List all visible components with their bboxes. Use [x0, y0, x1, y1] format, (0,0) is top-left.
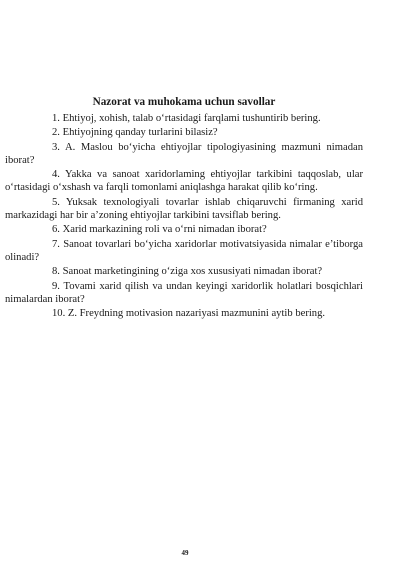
question-item: 10. Z. Freydning motivasion nazariyasi mazmunini aytib bering. — [52, 308, 326, 320]
question-item: 4. Yakka va sanoat xaridorlaming ehtiyojlar tarkibini taqqoslab, ular o‘rtasidagi o‘xshash va farqli tomonlami aniqlashga harakat qilib ko‘ring. — [5, 169, 363, 194]
question-list — [5, 112, 363, 320]
section-heading: Nazorat va muhokama uchun savollar — [92, 96, 276, 108]
question-item: 2. Ehtiyojning qanday turlarini bilasiz? — [52, 127, 218, 139]
question-item: 7. Sanoat tovarlari bo‘yicha xaridorlar motivatsiyasida nimalar e’tiborga olinadi? — [5, 238, 363, 263]
question-item: 1. Ehtiyoj, xohish, talab o‘rtasidagi farqlami tushuntirib bering. — [52, 113, 321, 124]
question-item: 8. Sanoat marketingining o‘ziga xos xususiyati nimadan iborat? — [52, 266, 323, 278]
question-item: 6. Xarid markazining roli va o‘rni nimadan iborat? — [52, 224, 267, 236]
page-number: 49 — [181, 549, 189, 557]
question-item: 9. Tovami xarid qilish va undan keyingi xaridorlik holatlari bosqichlari nimalardan iborat? — [5, 280, 363, 305]
question-item: 3. A. Maslou bo‘yicha ehtiyojlar tipologiyasining mazmuni nimadan iborat? — [5, 141, 363, 166]
question-item: 5. Yuksak texnologiyali tovarlar ishlab chiqaruvchi firmaning xarid markazidagi har bir a’zoning ehtiyojlar tarkibini tavsiflab bering. — [5, 196, 363, 222]
document-page — [5, 95, 363, 321]
